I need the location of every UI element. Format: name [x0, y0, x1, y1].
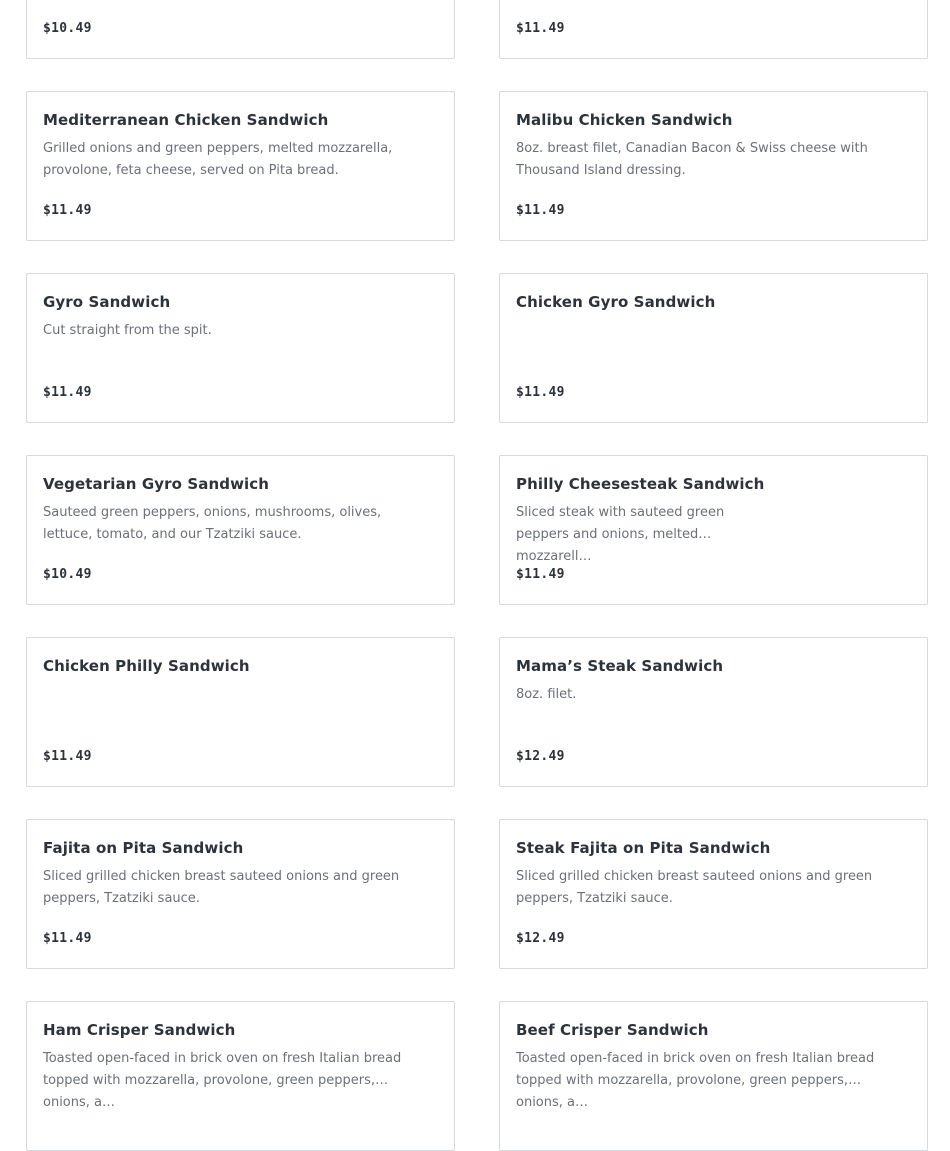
menu-item-card[interactable]	[26, 455, 455, 605]
menu-item-card[interactable]	[26, 819, 455, 969]
menu-item-name: Gyro Sandwich	[43, 293, 171, 311]
menu-item-price: $11.49	[516, 21, 565, 36]
menu-item-description: Grilled onions and green peppers, melted mozzarella, provolone, feta cheese, served on Pita bread.	[43, 141, 393, 178]
menu-item-name: Chicken Philly Sandwich	[43, 657, 250, 675]
menu-item-description: Sliced grilled chicken breast sauteed onions and green peppers, Tzatziki sauce.	[43, 869, 400, 906]
menu-item-card[interactable]	[26, 637, 455, 787]
menu-item-name: Fajita on Pita Sandwich	[43, 839, 244, 857]
menu-item-price: $11.49	[516, 385, 565, 400]
menu-item-price: $10.49	[43, 21, 92, 36]
menu-item-card[interactable]	[26, 91, 455, 241]
menu-item-name: Ham Crisper Sandwich	[43, 1021, 236, 1039]
menu-item-description: Toasted open-faced in brick oven on fresh Italian bread topped with mozzarella, provolone, green peppers, onions, a…	[43, 1051, 402, 1110]
menu-item-card[interactable]	[499, 0, 928, 59]
menu-item-card[interactable]	[26, 273, 455, 423]
menu-item-card[interactable]	[499, 273, 928, 423]
menu-item-card[interactable]	[499, 455, 928, 605]
menu-item-description: 8oz. breast filet, Canadian Bacon & Swiss cheese with Thousand Island dressing.	[516, 141, 868, 178]
menu-item-name: Steak Fajita on Pita Sandwich	[516, 839, 771, 857]
menu-item-card[interactable]	[499, 637, 928, 787]
menu-item-card[interactable]	[499, 91, 928, 241]
menu-item-price: $12.49	[516, 931, 565, 946]
menu-item-description: 8oz. filet.	[516, 687, 577, 702]
menu-item-price: $10.49	[43, 567, 92, 582]
menu-item-description: Cut straight from the spit.	[43, 323, 212, 338]
menu-item-description: Sliced grilled chicken breast sauteed onions and green peppers, Tzatziki sauce.	[516, 869, 873, 906]
menu-item-price: $11.49	[516, 203, 565, 218]
menu-item-name: Philly Cheesesteak Sandwich	[516, 475, 765, 493]
menu-item-card[interactable]	[499, 1001, 928, 1151]
menu-item-card[interactable]	[26, 1001, 455, 1151]
menu-item-card[interactable]	[499, 819, 928, 969]
menu-item-name: Vegetarian Gyro Sandwich	[43, 475, 270, 493]
menu-item-price: $11.49	[43, 203, 92, 218]
menu-item-name: Malibu Chicken Sandwich	[516, 111, 733, 129]
menu-item-description: Sliced steak with sauteed green peppers and onions, melted mozzarell…	[516, 505, 725, 564]
menu-item-name: Mediterranean Chicken Sandwich	[43, 111, 329, 129]
menu-item-price: $11.49	[43, 931, 92, 946]
menu-item-card[interactable]	[26, 0, 455, 59]
menu-item-price: $11.49	[516, 567, 565, 582]
menu-item-grid	[26, 0, 928, 1151]
menu-item-price: $11.49	[43, 385, 92, 400]
menu-item-description: Toasted open-faced in brick oven on fresh Italian bread topped with mozzarella, provolone, green peppers, onions, a…	[516, 1051, 875, 1110]
menu-item-name: Chicken Gyro Sandwich	[516, 293, 716, 311]
menu-item-description: Sauteed green peppers, onions, mushrooms, olives, lettuce, tomato, and our Tzatziki sauce.	[43, 505, 382, 542]
menu-item-name: Mama’s Steak Sandwich	[516, 657, 724, 675]
menu-item-price: $11.49	[43, 749, 92, 764]
menu-item-name: Beef Crisper Sandwich	[516, 1021, 709, 1039]
menu-item-price: $12.49	[516, 749, 565, 764]
